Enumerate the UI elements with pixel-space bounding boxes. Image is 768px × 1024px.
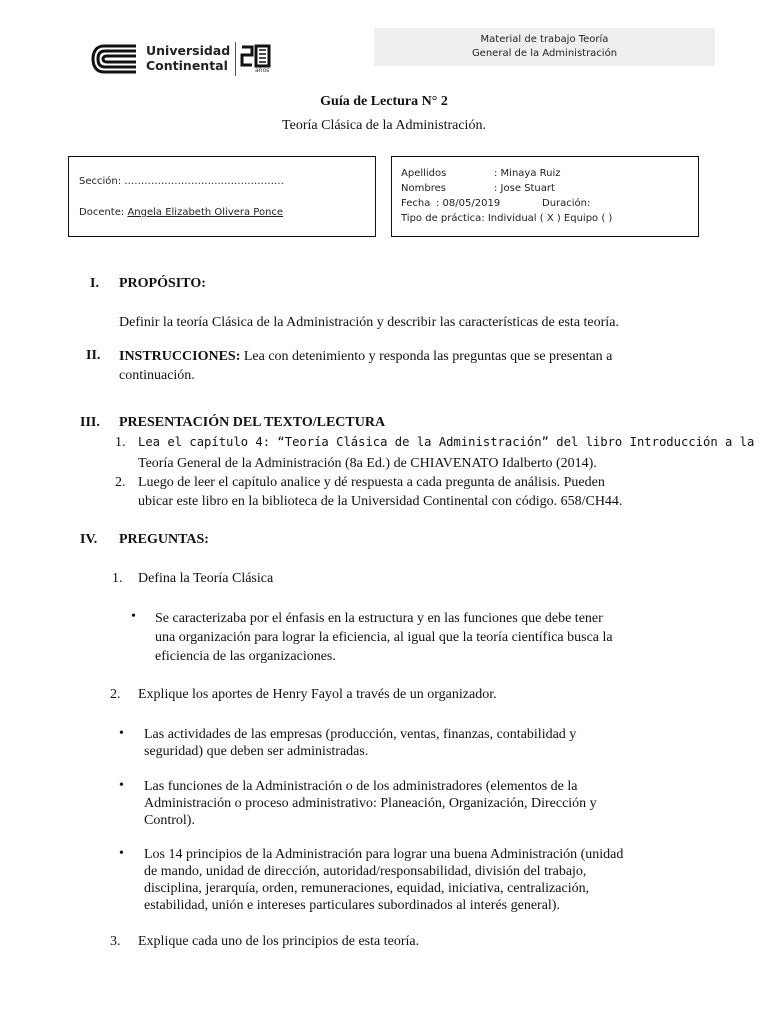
question-1-bullet-1-line-2: una organización para lograr la eficiencia, al igual que la teoría científica busca la: [155, 630, 613, 645]
question-2-number: 2.: [110, 687, 121, 702]
fecha-value: : 08/05/2019: [436, 198, 501, 209]
section-3-number: III.: [80, 415, 100, 430]
question-1-bullet-1-line-3: eficiencia de las organizaciones.: [155, 649, 336, 664]
question-1-bullet-1-line-1: Se caracterizaba por el énfasis en la estructura y en las funciones que debe tener: [155, 611, 603, 626]
apellidos-value: : Minaya Ruiz: [494, 168, 561, 179]
seccion-row: [79, 176, 284, 187]
bullet-icon: •: [119, 846, 124, 861]
document-subtitle: Teoría Clásica de la Administración.: [282, 118, 486, 133]
question-2-bullet-1-line-1: Las actividades de las empresas (producción, ventas, finanzas, contabilidad y: [144, 727, 577, 742]
question-1-text: Defina la Teoría Clásica: [138, 571, 274, 586]
docente-row: [79, 207, 283, 218]
question-3-text: Explique cada uno de los principios de esta teoría.: [138, 934, 420, 949]
bullet-icon: •: [119, 778, 124, 793]
duracion-label: Duración:: [542, 198, 591, 209]
uc-logo-icon: [90, 42, 140, 76]
question-2-bullet-1-line-2: seguridad) que deben ser administradas.: [144, 744, 369, 759]
section-1-text: Definir la teoría Clásica de la Administración y describir las características de esta teoría.: [119, 315, 619, 330]
section-2-text-a: Lea con detenimiento y responda las preguntas que se presentan a: [240, 349, 613, 364]
section-3-item-1-line-1: Lea el capítulo 4: “Teoría Clásica de la Administración” del libro Introducción a la: [138, 435, 755, 449]
question-2-bullet-3-line-1: Los 14 principios de la Administración para lograr una buena Administración (unidad: [144, 847, 624, 862]
university-logo: [90, 40, 280, 80]
docente-value: Angela Elizabeth Olivera Ponce: [127, 207, 284, 218]
section-3-item-2-line-2: ubicar este libro en la biblioteca de la Universidad Continental con código. 658/CH44.: [138, 494, 623, 509]
section-1-title: PROPÓSITO:: [119, 276, 206, 291]
question-2-bullet-3-line-3: disciplina, jerarquía, orden, remuneraciones, equidad, iniciativa, centralización,: [144, 881, 590, 896]
seccion-label: Sección:: [79, 176, 125, 187]
bullet-icon: •: [119, 726, 124, 741]
nombres-label: Nombres: [401, 183, 446, 194]
section-2-line-1: [119, 348, 679, 366]
question-2-bullet-2-line-2: Administración o proceso administrativo: Planeación, Organización, Dirección y: [144, 796, 597, 811]
section-3-item-2-number: 2.: [115, 475, 126, 490]
material-line-2: General de la Administración: [471, 48, 618, 59]
section-2-title: INSTRUCCIONES:: [119, 349, 241, 364]
material-header-box: [374, 28, 715, 66]
seccion-value: ………………………..……………….: [124, 176, 284, 187]
section-2-number: II.: [86, 348, 101, 363]
question-2-bullet-3-line-2: de mando, unidad de dirección, autoridad/responsabilidad, división del trabajo,: [144, 864, 587, 879]
document-title: Guía de Lectura N° 2: [320, 94, 448, 109]
question-2-bullet-2-line-1: Las funciones de la Administración o de los administradores (elementos de la: [144, 779, 578, 794]
question-2-bullet-3-line-4: estabilidad, unión e intereses particulares subordinados al interés general).: [144, 898, 560, 913]
section-4-title: PREGUNTAS:: [119, 532, 209, 547]
question-1-number: 1.: [112, 571, 123, 586]
years-label: años: [255, 67, 270, 74]
info-box-right: [391, 156, 699, 237]
section-1-number: I.: [90, 276, 99, 291]
section-3-item-2-line-1: Luego de leer el capítulo analice y dé respuesta a cada pregunta de análisis. Pueden: [138, 475, 605, 490]
tipo-practica: Tipo de práctica: Individual ( X ) Equipo ( ): [401, 213, 613, 224]
question-2-bullet-2-line-3: Control).: [144, 813, 195, 828]
nombres-value: : Jose Stuart: [494, 183, 555, 194]
university-name: Universidad Continental: [146, 43, 231, 73]
section-2-text-b: continuación.: [119, 368, 195, 383]
fecha-label: Fecha: [401, 198, 431, 209]
section-4-number: IV.: [80, 532, 98, 547]
info-box-left: [68, 156, 376, 237]
section-3-title: PRESENTACIÓN DEL TEXTO/LECTURA: [119, 415, 386, 430]
logo-divider: [235, 42, 236, 76]
section-3-item-1-line-2: Teoría General de la Administración (8a Ed.) de CHIAVENATO Idalberto (2014).: [138, 456, 597, 471]
question-3-number: 3.: [110, 934, 121, 949]
section-3-item-1-number: 1.: [115, 435, 126, 450]
docente-label: Docente:: [79, 207, 128, 218]
material-line-1: Material de trabajo Teoría: [480, 34, 609, 45]
question-2-text: Explique los aportes de Henry Fayol a través de un organizador.: [138, 687, 497, 702]
bullet-icon: •: [131, 609, 136, 624]
apellidos-label: Apellidos: [401, 168, 447, 179]
